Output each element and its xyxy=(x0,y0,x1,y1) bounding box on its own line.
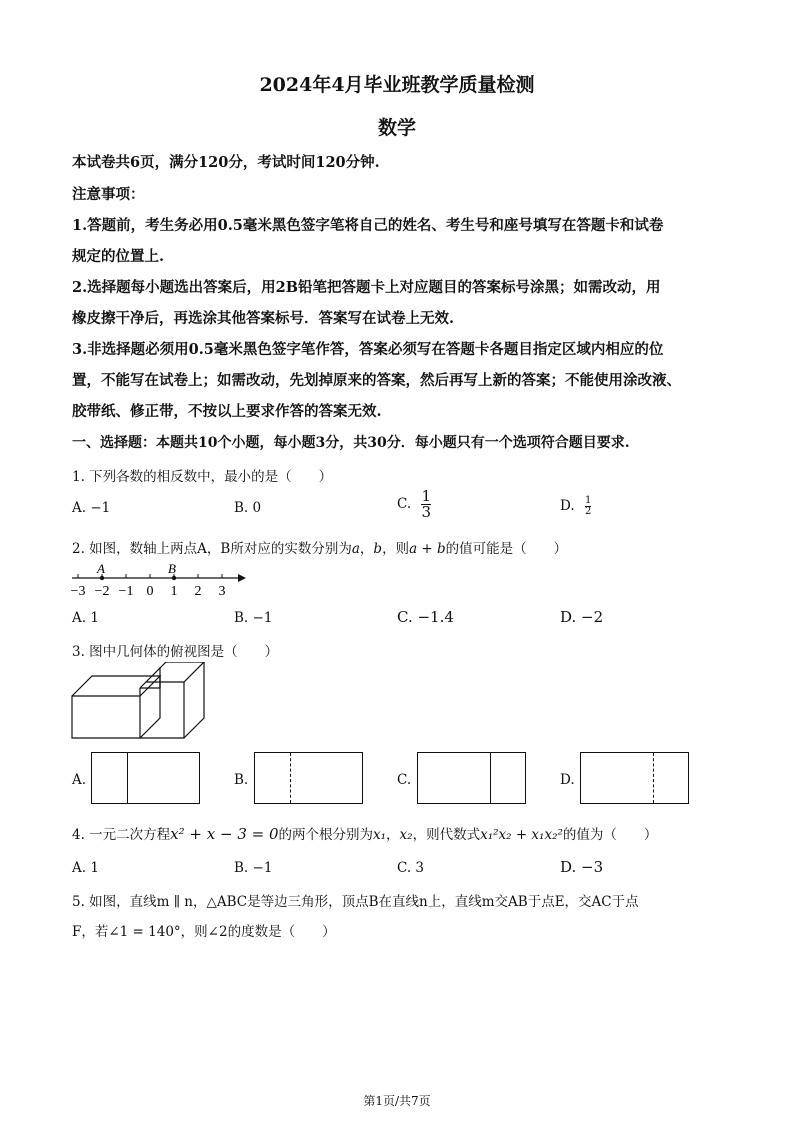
q4-x1: x₁ xyxy=(373,827,387,843)
q2-stem-suffix: 的值可能是（ ） xyxy=(445,541,568,557)
solid-right-front xyxy=(140,682,184,738)
page-footer: 第1页/共7页 xyxy=(363,1094,431,1108)
q4-stem-suffix: 的值为（ ） xyxy=(562,827,658,843)
point-b-label: B xyxy=(168,561,176,576)
subject-title: 数学 xyxy=(377,117,416,139)
q1-stem: 1. 下列各数的相反数中，最小的是（ ） xyxy=(72,469,333,485)
section1-heading: 一、选择题：本题共10个小题，每小题3分，共30分．每小题只有一个选项符合题目要求. xyxy=(72,435,630,451)
q2-option-d: D. −2 xyxy=(560,608,604,626)
q5-line2: F，若∠1 = 140°，则∠2的度数是（ ） xyxy=(72,924,336,940)
q1-option-d-label: D. xyxy=(560,498,575,514)
number-line-arrow xyxy=(238,574,246,582)
q4-option-c: C. 3 xyxy=(397,860,425,876)
q3-option-b: B. xyxy=(234,772,249,788)
point-a-dot xyxy=(100,576,104,580)
q1-option-a: A. −1 xyxy=(72,500,111,516)
q1-option-d-denominator: 2 xyxy=(584,506,592,517)
q3-option-a-solid-line xyxy=(127,753,128,803)
number-line-label: 2 xyxy=(194,584,202,599)
note1-line1: 1.答题前，考生务必用0.5毫米黑色签字笔将自己的姓名、考生号和座号填写在答题卡和试卷 xyxy=(72,217,664,234)
q2-var-a: a xyxy=(351,541,360,557)
note2-line1: 2.选择题每小题选出答案后，用2B铅笔把答题卡上对应题目的答案标号涂黑；如需改动，用 xyxy=(72,279,661,296)
q4-option-a: A. 1 xyxy=(72,860,99,876)
q3-option-c-view xyxy=(417,752,526,804)
q2-stem-prefix: 2. 如图，数轴上两点A，B所对应的实数分别为 xyxy=(72,541,352,557)
q1-option-c-label: C. xyxy=(397,496,412,512)
q3-stem: 3. 图中几何体的俯视图是（ ） xyxy=(72,644,279,660)
q3-option-d-view xyxy=(580,752,689,804)
q4-stem-mid1: 的两个根分别为 xyxy=(278,827,374,843)
q1-option-c-denominator: 3 xyxy=(421,503,431,521)
solid-left-block xyxy=(72,676,160,738)
note3-line3: 胶带纸、修正带，不按以上要求作答的答案无效. xyxy=(72,403,382,420)
solid-right-top xyxy=(146,662,204,682)
note3-line2: 置，不能写在试卷上；如需改动，先划掉原来的答案，然后再写上新的答案；不能使用涂改液、 xyxy=(72,372,681,389)
q4-stem xyxy=(72,823,657,843)
notes-heading: 注意事项： xyxy=(72,186,145,203)
q1-option-d-fraction xyxy=(585,496,591,517)
q2-number-line xyxy=(68,560,253,600)
q1-option-c xyxy=(397,489,431,520)
q4-option-b: B. −1 xyxy=(234,860,273,876)
q2-expression: a + b xyxy=(409,541,446,557)
solid-mid-top xyxy=(140,668,160,688)
note1-line2: 规定的位置上. xyxy=(72,248,165,265)
q1-option-c-numerator: 1 xyxy=(421,487,431,505)
page-title: 2024年4月毕业班教学质量检测 xyxy=(259,74,535,96)
q3-option-b-view xyxy=(254,752,363,804)
q2-var-b: b xyxy=(373,541,383,557)
q3-option-b-dashed-line xyxy=(290,753,291,803)
number-line-label: 0 xyxy=(146,584,154,599)
point-b-dot xyxy=(172,576,176,580)
number-line-label: −1 xyxy=(118,584,134,599)
exam-intro: 本试卷共6页，满分120分，考试时间120分钟. xyxy=(72,154,380,171)
q4-expression: x₁²x₂ + x₁x₂² xyxy=(480,827,563,843)
number-line-label: −2 xyxy=(94,584,110,599)
q3-option-c-solid-line xyxy=(490,753,491,803)
q4-x2: x₂ xyxy=(399,827,413,843)
note2-line2: 橡皮擦干净后，再选涂其他答案标号．答案写在试卷上无效. xyxy=(72,310,455,327)
solid-right-side xyxy=(184,662,204,738)
q2-sep: ， xyxy=(359,541,374,557)
q1-option-d-numerator: 1 xyxy=(584,495,592,506)
q2-option-c: C. −1.4 xyxy=(397,608,454,626)
q1-option-d xyxy=(560,496,591,517)
q4-option-d: D. −3 xyxy=(560,858,604,876)
q2-stem xyxy=(72,537,567,557)
q3-option-c: C. xyxy=(397,772,412,788)
q1-option-c-fraction xyxy=(421,489,431,520)
q4-equation: x² + x − 3 = 0 xyxy=(170,825,279,843)
q2-option-b: B. −1 xyxy=(234,610,273,626)
number-line-label: −3 xyxy=(70,584,86,599)
q3-option-d-dashed-line xyxy=(653,753,654,803)
q4-stem-prefix: 4. 一元二次方程 xyxy=(72,827,171,843)
q3-option-a-view xyxy=(91,752,200,804)
q3-option-d: D. xyxy=(560,772,575,788)
q2-option-a: A. 1 xyxy=(72,610,99,626)
q2-stem-mid: ，则 xyxy=(382,541,410,557)
q3-solid-figure xyxy=(70,662,210,744)
q5-line1: 5. 如图，直线m ∥ n，△ABC是等边三角形，顶点B在直线n上，直线m交AB于点E，交AC于点 xyxy=(72,894,639,910)
number-line-label: 3 xyxy=(218,584,226,599)
q4-stem-mid2: ，则代数式 xyxy=(412,827,481,843)
q4-sep: ， xyxy=(386,827,400,843)
number-line-label: 1 xyxy=(170,584,178,599)
point-a-label: A xyxy=(97,561,105,576)
q3-option-a: A. xyxy=(72,772,87,788)
note3-line1: 3.非选择题必须用0.5毫米黑色签字笔作答，答案必须写在答题卡各题目指定区域内相应的位 xyxy=(72,341,664,358)
q1-option-b: B. 0 xyxy=(234,500,262,516)
